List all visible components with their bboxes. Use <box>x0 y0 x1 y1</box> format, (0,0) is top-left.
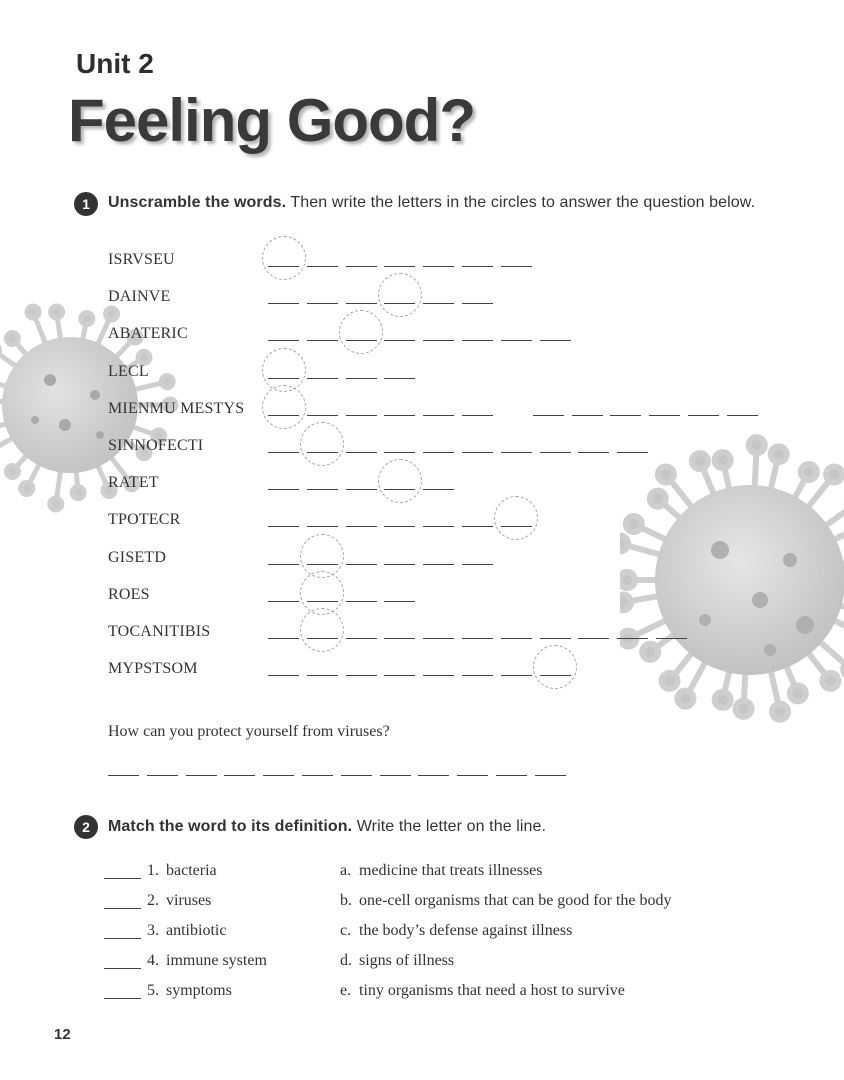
scramble-list <box>108 245 828 691</box>
answer-letter-blank[interactable] <box>418 775 449 776</box>
letter-blank[interactable] <box>346 489 377 490</box>
letter-blank[interactable] <box>423 415 454 416</box>
match-row <box>104 860 804 890</box>
match-number: 3. <box>147 922 159 939</box>
letter-blank[interactable] <box>307 489 338 490</box>
answer-circle[interactable] <box>378 273 422 317</box>
answer-circle[interactable] <box>300 608 344 652</box>
letter-blank[interactable] <box>617 452 648 453</box>
letter-blank[interactable] <box>688 415 719 416</box>
letter-blank[interactable] <box>501 266 532 267</box>
letter-blank[interactable] <box>346 415 377 416</box>
letter-blank[interactable] <box>501 452 532 453</box>
match-number: 5. <box>147 982 159 999</box>
letter-blank[interactable] <box>572 415 603 416</box>
letter-blank[interactable] <box>346 675 377 676</box>
scramble-row <box>108 580 828 617</box>
answer-letter-blank[interactable] <box>496 775 527 776</box>
letter-blank[interactable] <box>346 638 377 639</box>
letter-blank[interactable] <box>307 415 338 416</box>
letter-blank[interactable] <box>346 378 377 379</box>
match-number: 2. <box>147 892 159 909</box>
virus-spike-tip <box>826 466 842 482</box>
scramble-row <box>108 245 828 282</box>
answer-letter-blank[interactable] <box>224 775 255 776</box>
letter-blank[interactable] <box>423 452 454 453</box>
letter-blank[interactable] <box>268 340 299 341</box>
letter-blank[interactable] <box>501 638 532 639</box>
answer-letter-blank[interactable] <box>302 775 333 776</box>
letter-blank[interactable] <box>540 638 571 639</box>
scramble-row <box>108 282 828 319</box>
letter-blank[interactable] <box>307 340 338 341</box>
match-term: antibiotic <box>166 922 227 939</box>
definition-letter: a. <box>340 862 352 879</box>
match-row <box>104 890 804 920</box>
letter-blank[interactable] <box>384 340 415 341</box>
letter-blank[interactable] <box>384 564 415 565</box>
answer-line[interactable] <box>104 938 141 939</box>
answer-letter-blank[interactable] <box>108 775 139 776</box>
answer-letter-blank[interactable] <box>186 775 217 776</box>
letter-blank[interactable] <box>540 452 571 453</box>
letter-blank[interactable] <box>617 638 648 639</box>
letter-blank[interactable] <box>423 340 454 341</box>
letter-blank[interactable] <box>346 303 377 304</box>
letter-blank[interactable] <box>462 340 493 341</box>
letter-blank[interactable] <box>649 415 680 416</box>
letter-blank[interactable] <box>462 638 493 639</box>
match-number: 4. <box>147 952 159 969</box>
letter-blank[interactable] <box>384 526 415 527</box>
letter-blank[interactable] <box>501 340 532 341</box>
letter-blank[interactable] <box>423 489 454 490</box>
scramble-row <box>108 468 828 505</box>
letter-blank[interactable] <box>307 675 338 676</box>
exercise-2-instruction <box>108 818 546 836</box>
scramble-row <box>108 394 828 431</box>
letter-blank[interactable] <box>307 526 338 527</box>
scramble-row <box>108 431 828 468</box>
definition-text: tiny organisms that need a host to survive <box>359 982 625 999</box>
letter-blank[interactable] <box>578 452 609 453</box>
answer-circle[interactable] <box>378 459 422 503</box>
virus-spike-tip <box>51 306 63 318</box>
scramble-row <box>108 319 828 356</box>
letter-blank[interactable] <box>346 526 377 527</box>
letter-blank[interactable] <box>384 638 415 639</box>
virus-spike-tip <box>677 691 693 707</box>
letter-blank[interactable] <box>346 452 377 453</box>
answer-circle[interactable] <box>262 236 306 280</box>
letter-blank[interactable] <box>346 564 377 565</box>
letter-blank[interactable] <box>462 266 493 267</box>
definition-text: the body’s defense against illness <box>359 922 573 939</box>
answer-letter-blank[interactable] <box>380 775 411 776</box>
letter-blank[interactable] <box>423 303 454 304</box>
scrambled-word: DAINVE <box>108 288 171 306</box>
virus-spike-tip <box>21 482 33 494</box>
letter-blank[interactable] <box>462 526 493 527</box>
answer-line[interactable] <box>104 998 141 999</box>
scramble-row <box>108 357 828 394</box>
exercise-1-badge: 1 <box>74 192 98 216</box>
answer-letter-blank[interactable] <box>457 775 488 776</box>
answer-line[interactable] <box>104 878 141 879</box>
virus-spike-tip <box>6 332 18 344</box>
letter-blank[interactable] <box>384 675 415 676</box>
letter-blank[interactable] <box>384 601 415 602</box>
virus-spike-tip <box>81 313 93 325</box>
letter-blank[interactable] <box>268 489 299 490</box>
exercise-1-instruction-rest: Then write the letters in the circles to answer the question below. <box>286 194 756 211</box>
match-term: viruses <box>166 892 212 909</box>
match-row <box>104 920 804 950</box>
letter-blank[interactable] <box>462 564 493 565</box>
scrambled-word: ABATERIC <box>108 325 188 343</box>
answer-line[interactable] <box>104 908 141 909</box>
exercise-1-question: How can you protect yourself from viruses? <box>108 723 390 740</box>
answer-line[interactable] <box>104 968 141 969</box>
letter-blank[interactable] <box>307 303 338 304</box>
scrambled-word: TOCANITIBIS <box>108 622 211 640</box>
scrambled-word: ISRVSEU <box>108 251 175 268</box>
letter-blank[interactable] <box>346 266 377 267</box>
answer-circle[interactable] <box>300 422 344 466</box>
letter-blank[interactable] <box>727 415 758 416</box>
unit-label: Unit 2 <box>76 48 154 79</box>
exercise-2-instruction-rest: Write the letter on the line. <box>352 818 547 835</box>
definition-letter: e. <box>340 982 352 999</box>
letter-blank[interactable] <box>656 638 687 639</box>
answer-letter-blank[interactable] <box>263 775 294 776</box>
letter-blank[interactable] <box>462 303 493 304</box>
virus-spike-tip <box>772 704 788 720</box>
match-term: immune system <box>166 952 267 969</box>
virus-spike-tip <box>715 692 731 708</box>
letter-blank[interactable] <box>423 526 454 527</box>
match-row <box>104 950 804 980</box>
letter-blank[interactable] <box>346 601 377 602</box>
exercise-2-badge: 2 <box>74 815 98 839</box>
letter-blank[interactable] <box>423 638 454 639</box>
scrambled-word: LECL <box>108 362 149 380</box>
exercise-1-instruction-bold: Unscramble the words. <box>108 194 287 211</box>
answer-circle[interactable] <box>262 385 306 429</box>
virus-spike-tip <box>72 487 84 499</box>
virus-spike-tip <box>27 306 39 318</box>
virus-spike-tip <box>50 498 62 510</box>
answer-letter-blank[interactable] <box>535 775 566 776</box>
letter-blank[interactable] <box>423 266 454 267</box>
scrambled-word: RATET <box>108 474 159 492</box>
match-term: symptoms <box>166 982 232 999</box>
letter-blank[interactable] <box>268 601 299 602</box>
letter-blank[interactable] <box>462 452 493 453</box>
letter-blank[interactable] <box>462 415 493 416</box>
scrambled-word: ROES <box>108 585 150 603</box>
exercise-2-instruction-bold: Match the word to its definition. <box>108 818 353 835</box>
letter-blank[interactable] <box>462 675 493 676</box>
scramble-row <box>108 543 828 580</box>
scrambled-word: SINNOFECTI <box>108 436 204 454</box>
match-term: bacteria <box>166 862 217 879</box>
page-number: 12 <box>54 1026 71 1043</box>
scrambled-word: TPOTECR <box>108 511 181 529</box>
scrambled-word: MYPSTSOM <box>108 660 198 678</box>
answer-circle[interactable] <box>339 310 383 354</box>
match-number: 1. <box>147 862 159 879</box>
letter-blank[interactable] <box>268 638 299 639</box>
definition-letter: d. <box>340 952 352 969</box>
letter-blank[interactable] <box>307 266 338 267</box>
scrambled-word: GISETD <box>108 548 167 566</box>
letter-blank[interactable] <box>533 415 564 416</box>
letter-blank[interactable] <box>384 266 415 267</box>
match-list <box>104 860 804 1010</box>
letter-blank[interactable] <box>384 378 415 379</box>
scramble-row <box>108 505 828 542</box>
answer-letter-blank[interactable] <box>341 775 372 776</box>
letter-blank[interactable] <box>268 675 299 676</box>
scramble-row <box>108 617 828 654</box>
virus-spike-tip <box>736 701 752 717</box>
letter-blank[interactable] <box>423 564 454 565</box>
answer-circle[interactable] <box>533 645 577 689</box>
letter-blank[interactable] <box>610 415 641 416</box>
answer-circle[interactable] <box>494 496 538 540</box>
answer-letter-blank[interactable] <box>147 775 178 776</box>
virus-spike-tip <box>6 466 18 478</box>
scramble-row <box>108 654 828 691</box>
letter-blank[interactable] <box>423 675 454 676</box>
letter-blank[interactable] <box>307 378 338 379</box>
letter-blank[interactable] <box>268 564 299 565</box>
definition-letter: b. <box>340 892 352 909</box>
page-title: Feeling Good? <box>68 87 475 154</box>
letter-blank[interactable] <box>268 303 299 304</box>
letter-blank[interactable] <box>384 452 415 453</box>
match-row <box>104 980 804 1010</box>
letter-blank[interactable] <box>268 526 299 527</box>
letter-blank[interactable] <box>501 675 532 676</box>
definition-text: one-cell organisms that can be good for the body <box>359 892 672 909</box>
definition-text: medicine that treats illnesses <box>359 862 543 879</box>
letter-blank[interactable] <box>540 340 571 341</box>
letter-blank[interactable] <box>384 415 415 416</box>
letter-blank[interactable] <box>268 452 299 453</box>
scrambled-word: MIENMU MESTYS <box>108 399 245 417</box>
definition-text: signs of illness <box>359 952 455 969</box>
definition-letter: c. <box>340 922 352 939</box>
letter-blank[interactable] <box>578 638 609 639</box>
exercise-1-instruction <box>108 194 755 212</box>
